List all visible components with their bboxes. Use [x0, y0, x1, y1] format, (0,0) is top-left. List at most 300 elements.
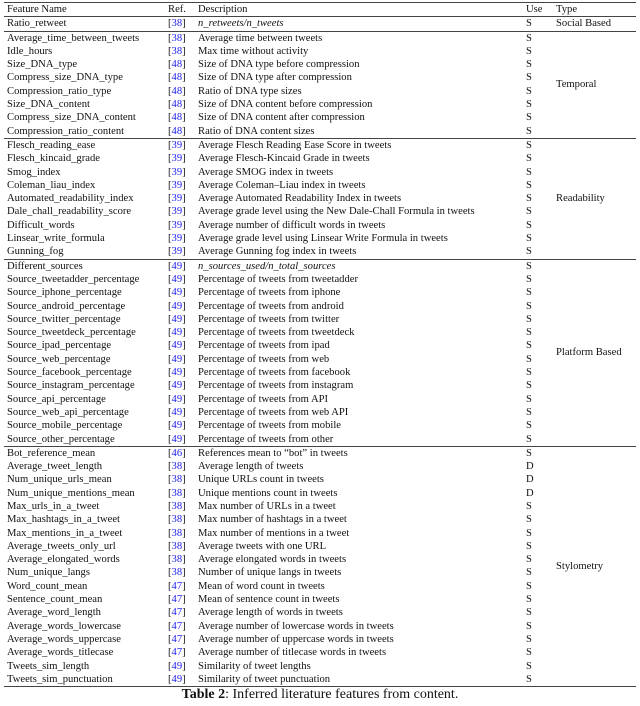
bracket-close: ]: [182, 300, 186, 312]
feature-name: Smog_index: [7, 166, 61, 178]
table-row: [4, 152, 636, 165]
bracket-open: [: [168, 580, 172, 592]
bracket-close: ]: [182, 233, 186, 245]
table-row: [4, 58, 636, 71]
bracket-close: ]: [182, 327, 186, 339]
feature-description: Average length of words in tweets: [198, 607, 343, 619]
reference-link[interactable]: 49: [171, 420, 183, 432]
reference-link[interactable]: 38: [171, 461, 183, 473]
bracket-close: ]: [182, 179, 186, 191]
table-row: [4, 259, 636, 273]
bracket-open: [: [168, 179, 172, 191]
reference-link[interactable]: 49: [171, 660, 183, 672]
bracket-close: ]: [182, 673, 186, 685]
feature-name: Source_instagram_percentage: [7, 380, 135, 392]
reference-link[interactable]: 38: [171, 32, 183, 44]
reference-link[interactable]: 38: [171, 540, 183, 552]
bracket-open: [: [168, 474, 172, 486]
feature-description: Ratio of DNA content sizes: [198, 125, 315, 137]
bracket-open: [: [168, 206, 172, 218]
feature-use: S: [526, 660, 532, 672]
feature-description: Percentage of tweets from tweetadder: [198, 273, 359, 285]
table-row: [4, 553, 636, 566]
feature-description: Mean of word count in tweets: [198, 580, 325, 592]
reference-link[interactable]: 49: [171, 260, 183, 272]
bracket-close: ]: [182, 633, 186, 645]
reference-link[interactable]: 49: [171, 287, 183, 299]
reference-link[interactable]: 39: [171, 219, 183, 231]
bracket-open: [: [168, 153, 172, 165]
table-row: [4, 192, 636, 205]
inferred-features-table: [4, 2, 636, 687]
bracket-close: ]: [182, 660, 186, 672]
bracket-close: ]: [182, 99, 186, 111]
reference-link[interactable]: 47: [171, 580, 183, 592]
bracket-open: [: [168, 193, 172, 205]
reference-cell: [165, 419, 195, 432]
feature-use: S: [526, 420, 532, 432]
table-row: [4, 487, 636, 500]
feature-use: D: [526, 487, 534, 499]
feature-description: Average number of difficult words in tweets: [198, 219, 386, 231]
reference-cell: [165, 71, 195, 84]
reference-link[interactable]: 47: [171, 607, 183, 619]
reference-cell: [165, 393, 195, 406]
reference-link[interactable]: 39: [171, 179, 183, 191]
bracket-close: ]: [182, 447, 186, 459]
feature-name: Compression_ratio_type: [7, 85, 112, 97]
bracket-close: ]: [182, 340, 186, 352]
bracket-open: [: [168, 540, 172, 552]
reference-cell: [165, 219, 195, 232]
header-use: Use: [526, 4, 543, 15]
bracket-close: ]: [182, 32, 186, 44]
reference-link[interactable]: 47: [171, 620, 183, 632]
header-description: Description: [198, 4, 248, 15]
bracket-open: [: [168, 673, 172, 685]
feature-description: Ratio of DNA type sizes: [198, 85, 302, 97]
feature-name: Compress_size_DNA_type: [7, 72, 123, 84]
table-row: [4, 353, 636, 366]
feature-use: D: [526, 461, 534, 473]
reference-link[interactable]: 38: [171, 18, 183, 30]
reference-cell: [165, 540, 195, 553]
bracket-open: [: [168, 139, 172, 151]
feature-name: Max_mentions_in_a_tweet: [7, 527, 123, 539]
feature-description: Max number of hashtags in a tweet: [198, 514, 347, 526]
reference-link[interactable]: 49: [171, 273, 183, 285]
bracket-close: ]: [182, 487, 186, 499]
feature-name: Word_count_mean: [7, 580, 88, 592]
table-section-social-based: [4, 17, 636, 31]
reference-link[interactable]: 38: [171, 514, 183, 526]
table-row: [4, 45, 636, 58]
reference-link[interactable]: 39: [171, 193, 183, 205]
table-row: [4, 460, 636, 473]
bracket-open: [: [168, 99, 172, 111]
bracket-open: [: [168, 219, 172, 231]
bracket-close: ]: [182, 45, 186, 57]
reference-link[interactable]: 38: [171, 45, 183, 57]
bracket-close: ]: [182, 313, 186, 325]
bracket-open: [: [168, 393, 172, 405]
feature-name: Num_unique_langs: [7, 567, 90, 579]
reference-link[interactable]: 48: [171, 85, 183, 97]
reference-link[interactable]: 49: [171, 353, 183, 365]
reference-cell: [165, 473, 195, 486]
feature-name: Sentence_count_mean: [7, 594, 103, 606]
bracket-close: ]: [182, 125, 186, 137]
reference-cell: [165, 17, 195, 31]
bracket-close: ]: [182, 420, 186, 432]
bracket-open: [: [168, 246, 172, 258]
reference-link[interactable]: 39: [171, 206, 183, 218]
bracket-close: ]: [182, 567, 186, 579]
feature-description: Average length of tweets: [198, 461, 304, 473]
table-row: [4, 219, 636, 232]
reference-link[interactable]: 38: [171, 500, 183, 512]
reference-link[interactable]: 47: [171, 594, 183, 606]
feature-name: Average_elongated_words: [7, 554, 120, 566]
bracket-close: ]: [182, 607, 186, 619]
feature-type: Platform Based: [556, 347, 622, 359]
reference-link[interactable]: 47: [171, 647, 183, 659]
bracket-open: [: [168, 607, 172, 619]
bracket-open: [: [168, 340, 172, 352]
feature-description: n_sources_used/n_total_sources: [198, 260, 336, 272]
bracket-close: ]: [182, 461, 186, 473]
reference-cell: [165, 379, 195, 392]
table-row: [4, 17, 636, 31]
reference-cell: [165, 205, 195, 218]
table-row: [4, 473, 636, 486]
bracket-open: [: [168, 327, 172, 339]
feature-description: References mean to “bot” in tweets: [198, 447, 348, 459]
bracket-close: ]: [182, 206, 186, 218]
feature-name: Source_ipad_percentage: [7, 340, 112, 352]
feature-name: Gunning_fog: [7, 246, 64, 258]
table-row: [4, 646, 636, 659]
bracket-close: ]: [182, 246, 186, 258]
bracket-open: [: [168, 287, 172, 299]
bracket-open: [: [168, 313, 172, 325]
reference-link[interactable]: 38: [171, 554, 183, 566]
feature-description: Unique mentions count in tweets: [198, 487, 338, 499]
feature-use: D: [526, 474, 534, 486]
feature-name: Average_time_between_tweets: [7, 32, 140, 44]
bracket-open: [: [168, 554, 172, 566]
table-row: [4, 606, 636, 619]
reference-cell: [165, 500, 195, 513]
bracket-close: ]: [182, 580, 186, 592]
reference-cell: [165, 98, 195, 111]
feature-description: Percentage of tweets from web: [198, 353, 330, 365]
bracket-close: ]: [182, 287, 186, 299]
table-row: [4, 85, 636, 98]
bracket-open: [: [168, 461, 172, 473]
feature-description: Average number of uppercase words in tweets: [198, 633, 394, 645]
reference-link[interactable]: 49: [171, 406, 183, 418]
reference-cell: [165, 259, 195, 273]
reference-link[interactable]: 47: [171, 633, 183, 645]
bracket-open: [: [168, 59, 172, 71]
feature-use: S: [526, 273, 532, 285]
reference-cell: [165, 527, 195, 540]
feature-description: Percentage of tweets from iphone: [198, 287, 341, 299]
bracket-close: ]: [182, 500, 186, 512]
bracket-close: ]: [182, 527, 186, 539]
feature-description: Average Automated Readability Index in tweets: [198, 193, 402, 205]
feature-use: S: [526, 153, 532, 165]
feature-name: Source_android_percentage: [7, 300, 126, 312]
table-row: [4, 406, 636, 419]
reference-cell: [165, 138, 195, 152]
feature-use: S: [526, 633, 532, 645]
feature-name: Source_mobile_percentage: [7, 420, 123, 432]
bracket-close: ]: [182, 620, 186, 632]
reference-link[interactable]: 39: [171, 139, 183, 151]
reference-link[interactable]: 39: [171, 233, 183, 245]
reference-link[interactable]: 38: [171, 567, 183, 579]
feature-description: Mean of sentence count in tweets: [198, 594, 340, 606]
table-row: [4, 527, 636, 540]
reference-link[interactable]: 46: [171, 447, 183, 459]
feature-use: S: [526, 193, 532, 205]
table-row: [4, 540, 636, 553]
bracket-open: [: [168, 487, 172, 499]
bracket-close: ]: [182, 433, 186, 445]
feature-use: S: [526, 287, 532, 299]
bracket-close: ]: [182, 260, 186, 272]
bracket-open: [: [168, 32, 172, 44]
feature-description: Percentage of tweets from ipad: [198, 340, 330, 352]
reference-link[interactable]: 49: [171, 327, 183, 339]
feature-description: Average Coleman–Liau index in tweets: [198, 179, 366, 191]
table-row: [4, 433, 636, 447]
reference-link[interactable]: 49: [171, 313, 183, 325]
feature-description: Similarity of tweet lengths: [198, 660, 311, 672]
feature-name: Tweets_sim_punctuation: [7, 673, 113, 685]
feature-use: S: [526, 313, 532, 325]
reference-cell: [165, 313, 195, 326]
table-row: [4, 232, 636, 245]
bracket-close: ]: [182, 514, 186, 526]
feature-name: Size_DNA_content: [7, 99, 90, 111]
reference-cell: [165, 232, 195, 245]
feature-description: Max number of mentions in a tweet: [198, 527, 350, 539]
bracket-open: [: [168, 72, 172, 84]
reference-link[interactable]: 49: [171, 380, 183, 392]
feature-name: Compress_size_DNA_content: [7, 112, 136, 124]
features-table-container: [4, 2, 636, 687]
feature-name: Source_api_percentage: [7, 393, 106, 405]
reference-cell: [165, 406, 195, 419]
feature-description: Average SMOG index in tweets: [198, 166, 334, 178]
table-row: [4, 111, 636, 124]
feature-description: Size of DNA type before compression: [198, 59, 360, 71]
feature-name: Flesch_reading_ease: [7, 139, 96, 151]
reference-cell: [165, 85, 195, 98]
bracket-close: ]: [182, 540, 186, 552]
table-row: [4, 273, 636, 286]
table-row: [4, 179, 636, 192]
bracket-close: ]: [182, 85, 186, 97]
reference-link[interactable]: 49: [171, 433, 183, 445]
table-section-stylometry: [4, 446, 636, 686]
table-row: [4, 620, 636, 633]
feature-use: S: [526, 514, 532, 526]
reference-cell: [165, 660, 195, 673]
feature-use: S: [526, 647, 532, 659]
reference-link[interactable]: 38: [171, 487, 183, 499]
reference-cell: [165, 366, 195, 379]
reference-cell: [165, 646, 195, 659]
reference-cell: [165, 673, 195, 687]
feature-name: Average_word_length: [7, 607, 101, 619]
bracket-close: ]: [182, 406, 186, 418]
table-row: [4, 673, 636, 687]
table-row: [4, 313, 636, 326]
feature-name: Source_web_percentage: [7, 353, 111, 365]
bracket-open: [: [168, 420, 172, 432]
feature-description: Number of unique langs in tweets: [198, 567, 342, 579]
feature-name: Linsear_write_formula: [7, 233, 105, 245]
feature-use: S: [526, 219, 532, 231]
bracket-open: [: [168, 18, 172, 30]
bracket-open: [: [168, 447, 172, 459]
reference-cell: [165, 553, 195, 566]
feature-use: S: [526, 166, 532, 178]
reference-cell: [165, 300, 195, 313]
feature-use: S: [526, 607, 532, 619]
reference-link[interactable]: 49: [171, 393, 183, 405]
bracket-close: ]: [182, 112, 186, 124]
feature-name: Bot_reference_mean: [7, 447, 96, 459]
feature-name: Max_hashtags_in_a_tweet: [7, 514, 120, 526]
feature-use: S: [526, 18, 532, 30]
feature-name: Size_DNA_type: [7, 59, 78, 71]
reference-link[interactable]: 49: [171, 300, 183, 312]
reference-link[interactable]: 48: [171, 99, 183, 111]
feature-use: S: [526, 540, 532, 552]
bracket-open: [: [168, 166, 172, 178]
bracket-close: ]: [182, 380, 186, 392]
reference-link[interactable]: 49: [171, 367, 183, 379]
reference-link[interactable]: 39: [171, 166, 183, 178]
feature-use: S: [526, 85, 532, 97]
feature-type: Readability: [556, 193, 605, 205]
feature-description: Average Flesch Reading Ease Score in tweets: [198, 139, 392, 151]
feature-use: S: [526, 447, 532, 459]
feature-description: Size of DNA content before compression: [198, 99, 373, 111]
table-row: [4, 125, 636, 139]
bracket-open: [: [168, 112, 172, 124]
reference-cell: [165, 606, 195, 619]
bracket-open: [: [168, 514, 172, 526]
table-row: [4, 500, 636, 513]
reference-link[interactable]: 38: [171, 474, 183, 486]
feature-description: Percentage of tweets from facebook: [198, 367, 351, 379]
table-row: [4, 138, 636, 152]
feature-name: Average_words_uppercase: [7, 633, 121, 645]
feature-use: S: [526, 112, 532, 124]
header-feature-name: Feature Name: [7, 4, 67, 15]
feature-description: Max number of URLs in a tweet: [198, 500, 336, 512]
bracket-open: [: [168, 85, 172, 97]
bracket-close: ]: [182, 554, 186, 566]
feature-name: Source_iphone_percentage: [7, 287, 122, 299]
feature-name: Ratio_retweet: [7, 18, 67, 30]
bracket-close: ]: [182, 474, 186, 486]
header-ref: Ref.: [168, 4, 186, 15]
reference-link[interactable]: 38: [171, 527, 183, 539]
reference-link[interactable]: 49: [171, 340, 183, 352]
table-row: [4, 393, 636, 406]
reference-cell: [165, 487, 195, 500]
feature-use: S: [526, 367, 532, 379]
feature-name: Tweets_sim_length: [7, 660, 90, 672]
reference-link[interactable]: 39: [171, 246, 183, 258]
feature-description: Max time without activity: [198, 45, 309, 57]
feature-use: S: [526, 393, 532, 405]
feature-use: S: [526, 554, 532, 566]
table-row: [4, 513, 636, 526]
reference-cell: [165, 152, 195, 165]
reference-cell: [165, 58, 195, 71]
feature-use: S: [526, 594, 532, 606]
bracket-open: [: [168, 527, 172, 539]
feature-use: S: [526, 139, 532, 151]
feature-description: Unique URLs count in tweets: [198, 474, 324, 486]
reference-cell: [165, 179, 195, 192]
feature-use: S: [526, 567, 532, 579]
feature-description: Average grade level using the New Dale-Chall Formula in tweets: [198, 206, 475, 218]
reference-cell: [165, 45, 195, 58]
reference-link[interactable]: 48: [171, 112, 183, 124]
bracket-open: [: [168, 233, 172, 245]
feature-description: Average tweets with one URL: [198, 540, 327, 552]
bracket-open: [: [168, 367, 172, 379]
feature-description: Percentage of tweets from API: [198, 393, 329, 405]
feature-description: Percentage of tweets from web API: [198, 406, 349, 418]
table-row: [4, 419, 636, 432]
bracket-open: [: [168, 380, 172, 392]
reference-link[interactable]: 48: [171, 72, 183, 84]
feature-description: Percentage of tweets from tweetdeck: [198, 327, 355, 339]
feature-use: S: [526, 260, 532, 272]
table-row: [4, 580, 636, 593]
feature-use: S: [526, 527, 532, 539]
feature-name: Source_tweetdeck_percentage: [7, 327, 136, 339]
bracket-close: ]: [182, 393, 186, 405]
table-row: [4, 245, 636, 259]
table-caption: [0, 687, 640, 703]
reference-link[interactable]: 48: [171, 125, 183, 137]
reference-cell: [165, 166, 195, 179]
table-row: [4, 593, 636, 606]
table-row: [4, 300, 636, 313]
bracket-close: ]: [182, 59, 186, 71]
table-row: [4, 366, 636, 379]
feature-use: S: [526, 500, 532, 512]
reference-link[interactable]: 48: [171, 59, 183, 71]
feature-use: S: [526, 179, 532, 191]
reference-link[interactable]: 39: [171, 153, 183, 165]
reference-link[interactable]: 49: [171, 673, 183, 685]
feature-name: Max_urls_in_a_tweet: [7, 500, 100, 512]
feature-name: Difficult_words: [7, 219, 75, 231]
reference-cell: [165, 593, 195, 606]
